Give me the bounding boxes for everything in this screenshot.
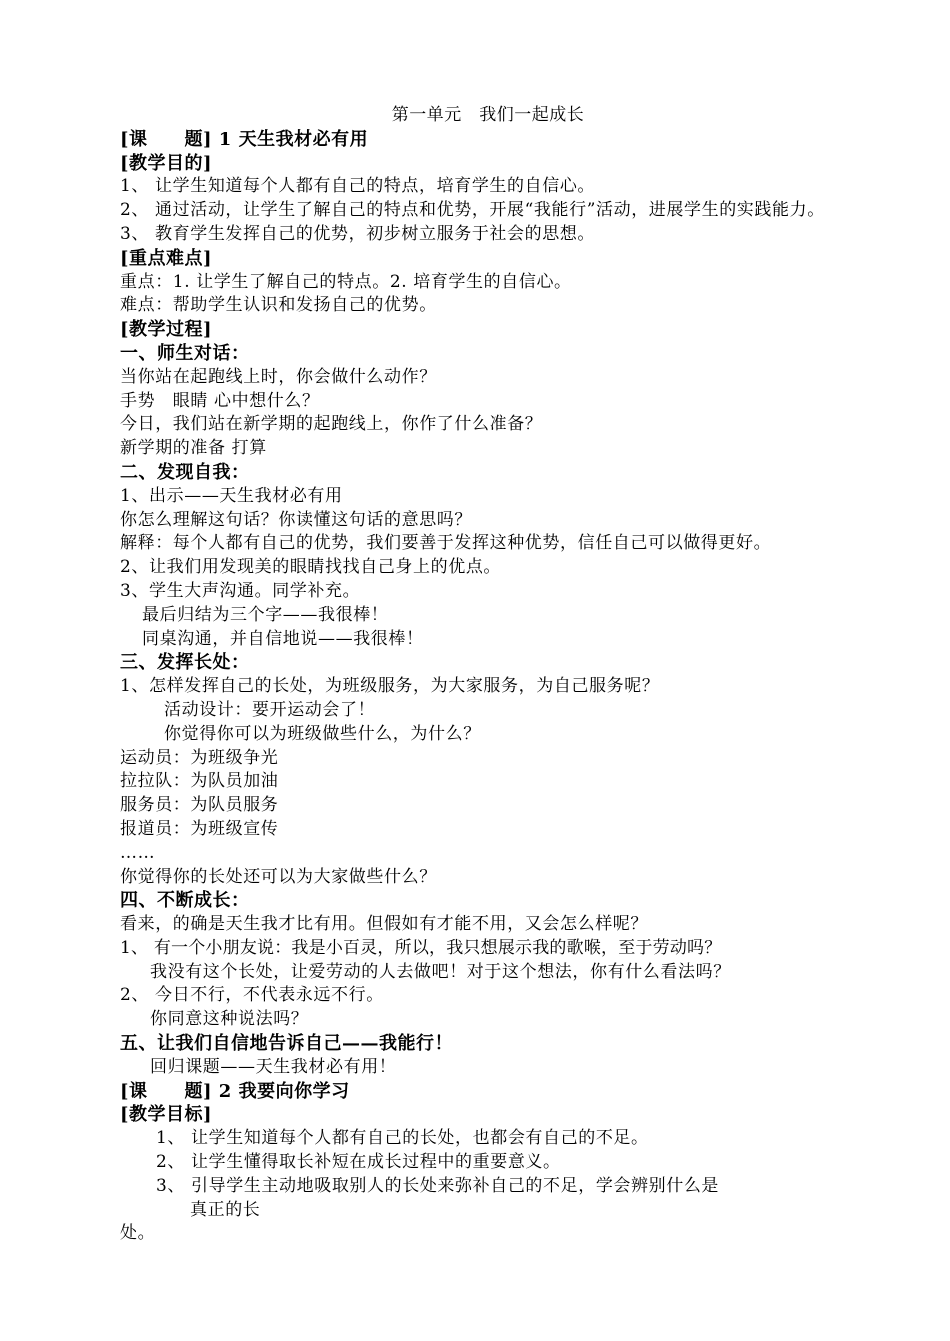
goals-heading: [教学目标]: [120, 1104, 213, 1126]
paragraph: 运动员：为班级争光: [120, 747, 279, 768]
goal-item: 1、 让学生知道每个人都有自己的特点，培育学生的自信心。: [120, 176, 596, 197]
process-heading: [教学过程]: [120, 319, 213, 341]
paragraph: 1、 有一个小朋友说：我是小百灵，所以，我只想展示我的歌喉，至于劳动吗？: [120, 937, 722, 958]
paragraph: 回归课题——天生我材必有用！: [150, 1056, 397, 1077]
paragraph: 当你站在起跑线上时，你会做什么动作？: [120, 366, 437, 387]
unit-title: 第一单元 我们一起成长: [391, 105, 585, 125]
lesson-heading: [课 题] 1 天生我材必有用: [120, 128, 369, 150]
section-heading: 二、发现自我：: [120, 461, 250, 483]
paragraph: 最后归结为三个字——我很棒！: [142, 604, 389, 625]
goal-item: 3、 引导学生主动地吸取别人的长处来弥补自己的不足，学会辨别什么是: [156, 1175, 720, 1196]
goal-item-continuation: 处。: [120, 1223, 156, 1244]
paragraph: 3、学生大声沟通。同学补充。: [120, 580, 361, 601]
paragraph: 2、 今日不行，不代表永远不行。: [120, 985, 384, 1006]
paragraph: 活动设计：要开运动会了！: [164, 699, 376, 720]
section-heading: 四、不断成长：: [120, 890, 250, 912]
paragraph: 手势 眼睛 心中想什么？: [120, 390, 320, 411]
goal-item-continuation: 真正的长: [190, 1199, 261, 1220]
paragraph: 解释：每个人都有自己的优势，我们要善于发挥这种优势，信任自己可以做得更好。: [120, 533, 772, 554]
paragraph: 同桌沟通，并自信地说——我很棒！: [142, 628, 424, 649]
paragraph: ……: [120, 842, 156, 863]
difficulty-text: 难点：帮助学生认识和发扬自己的优势。: [120, 295, 437, 316]
paragraph: 1、出示——天生我材必有用: [120, 485, 343, 506]
paragraph: 看来，的确是天生我才比有用。但假如有才能不用，又会怎么样呢？: [120, 914, 648, 935]
paragraph: 新学期的准备 打算: [120, 438, 267, 459]
key-points-text: 重点：1. 让学生了解自己的特点。2. 培育学生的自信心。: [120, 271, 572, 292]
key-points-heading: [重点难点]: [120, 247, 213, 269]
paragraph: 报道员：为班级宣传: [120, 818, 279, 839]
paragraph: 今日，我们站在新学期的起跑线上，你作了什么准备？: [120, 414, 543, 435]
paragraph: 你怎么理解这句话？你读懂这句话的意思吗？: [120, 509, 472, 530]
paragraph: 1、怎样发挥自己的长处，为班级服务，为大家服务，为自己服务呢？: [120, 676, 660, 697]
paragraph: 你同意这种说法吗？: [150, 1009, 309, 1030]
section-heading: 五、让我们自信地告诉自己——我能行！: [120, 1033, 453, 1055]
document-page: [120, 104, 832, 1246]
goal-item: 1、 让学生知道每个人都有自己的长处，也都会有自己的不足。: [156, 1128, 649, 1149]
section-heading: 三、发挥长处：: [120, 652, 250, 674]
goal-item: 2、 通过活动，让学生了解自己的特点和优势，开展“我能行”活动，进展学生的实践能力。: [120, 200, 825, 221]
lesson-heading: [课 题] 2 我要向你学习: [120, 1080, 350, 1102]
paragraph: 拉拉队：为队员加油: [120, 771, 279, 792]
paragraph: 我没有这个长处，让爱劳动的人去做吧！对于这个想法，你有什么看法吗？: [150, 961, 731, 982]
paragraph: 你觉得你的长处还可以为大家做些什么？: [120, 866, 437, 887]
paragraph: 2、让我们用发现美的眼睛找找自己身上的优点。: [120, 557, 502, 578]
goal-item: 3、 教育学生发挥自己的优势，初步树立服务于社会的思想。: [120, 223, 596, 244]
section-heading: 一、师生对话：: [120, 342, 250, 364]
paragraph: 服务员：为队员服务: [120, 795, 279, 816]
paragraph: 你觉得你可以为班级做些什么，为什么？: [164, 723, 481, 744]
goals-heading: [教学目的]: [120, 152, 213, 174]
goal-item: 2、 让学生懂得取长补短在成长过程中的重要意义。: [156, 1152, 561, 1173]
